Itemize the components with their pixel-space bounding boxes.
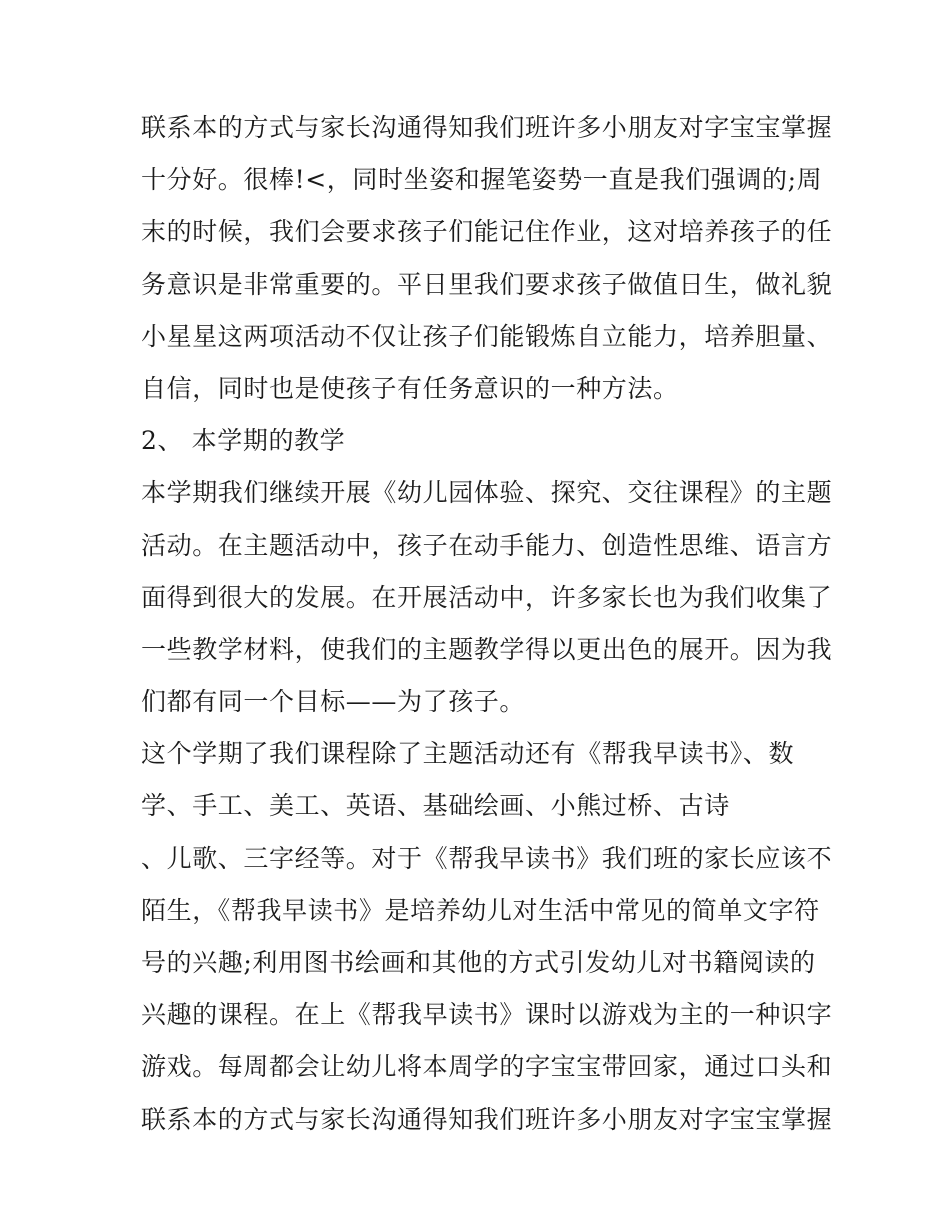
text-line: 面得到很大的发展。在开展活动中，许多家长也为我们收集了 bbox=[141, 582, 833, 612]
text-line: 陌生，《帮我早读书》是培养幼儿对生活中常见的简单文字符 bbox=[141, 895, 820, 925]
text-line: 本学期我们继续开展《幼儿园体验、探究、交往课程》的主题 bbox=[141, 478, 833, 508]
section-heading: 2、 本学期的教学 bbox=[141, 426, 346, 456]
text-line: 号的兴趣;利用图书绘画和其他的方式引发幼儿对书籍阅读的 bbox=[141, 948, 816, 977]
text-line: 末的时候，我们会要求孩子们能记住作业，这对培养孩子的任 bbox=[141, 217, 833, 247]
text-line: 兴趣的课程。在上《帮我早读书》课时以游戏为主的一种识字 bbox=[141, 1000, 833, 1030]
text-line: 这个学期了我们课程除了主题活动还有《帮我早读书》、数 bbox=[141, 739, 795, 769]
body-text bbox=[141, 102, 833, 1146]
text-line: 十分好。很棒!<，同时坐姿和握笔姿势一直是我们强调的;周 bbox=[141, 165, 823, 195]
text-line: 们都有同一个目标——为了孩子。 bbox=[141, 687, 526, 717]
text-line: 自信，同时也是使孩子有任务意识的一种方法。 bbox=[141, 373, 679, 403]
text-line: 联系本的方式与家长沟通得知我们班许多小朋友对字宝宝掌握 bbox=[141, 113, 833, 142]
text-line: 小星星这两项活动不仅让孩子们能锻炼自立能力，培养胆量、 bbox=[141, 321, 833, 351]
text-line: 游戏。每周都会让幼儿将本周学的字宝宝带回家，通过口头和 bbox=[141, 1052, 833, 1082]
text-line: 、儿歌、三字经等。对于《帮我早读书》我们班的家长应该不 bbox=[141, 843, 833, 873]
text-line: 一些教学材料，使我们的主题教学得以更出色的展开。因为我 bbox=[141, 634, 833, 664]
text-line: 务意识是非常重要的。平日里我们要求孩子做值日生，做礼貌 bbox=[141, 269, 833, 299]
text-line: 活动。在主题活动中，孩子在动手能力、创造性思维、语言方 bbox=[141, 530, 833, 560]
text-line: 联系本的方式与家长沟通得知我们班许多小朋友对字宝宝掌握 bbox=[141, 1104, 833, 1134]
text-line: 学、手工、美工、英语、基础绘画、小熊过桥、古诗 bbox=[141, 791, 730, 821]
